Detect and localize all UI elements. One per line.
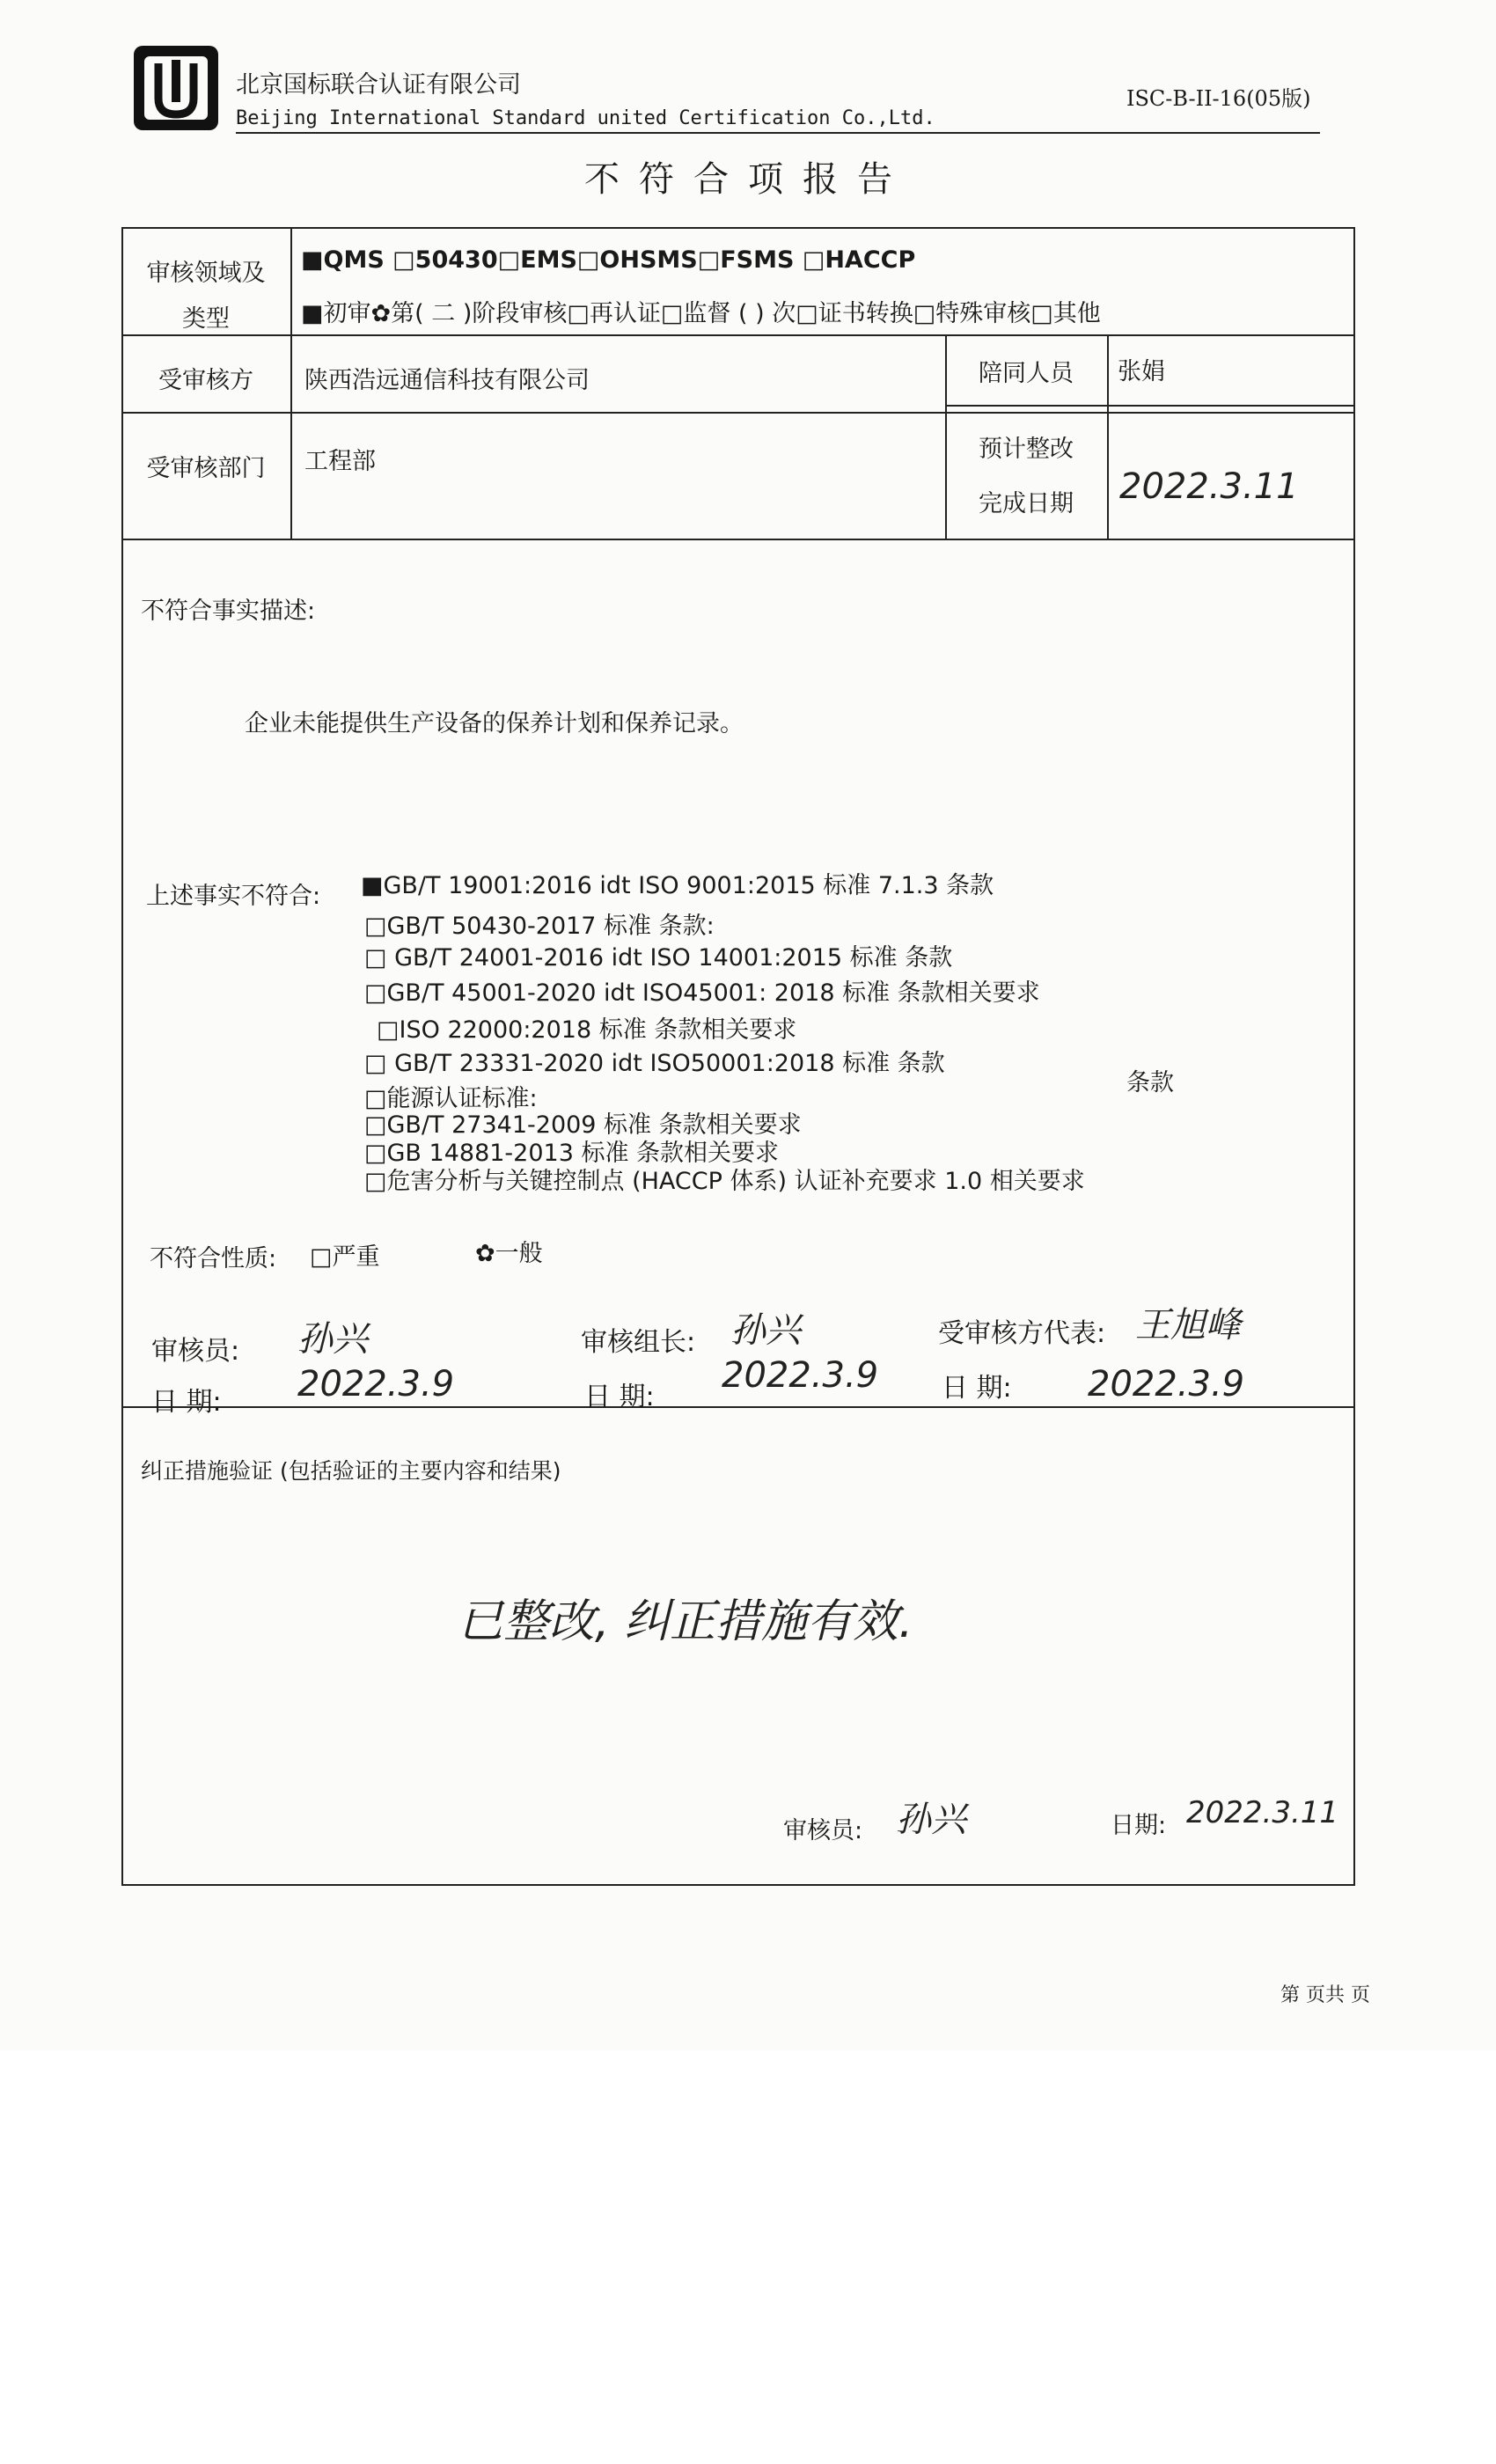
management-systems: ■QMS □50430□EMS□OHSMS□FSMS □HACCP: [301, 246, 916, 274]
nc-nature-label: 不符合性质:: [150, 1245, 277, 1272]
leader-date-label: 日 期:: [584, 1382, 655, 1412]
auditee-label: 受审核方: [158, 367, 253, 394]
auditor-label: 审核员:: [151, 1336, 240, 1367]
company-name-cn: 北京国标联合认证有限公司: [236, 71, 521, 99]
auditor-signature: 孙兴: [297, 1319, 368, 1360]
document-number: ISC-B-II-16(05版): [1126, 86, 1311, 111]
auditee-rep-label: 受审核方代表:: [938, 1318, 1106, 1349]
verification-date-label: 日期:: [1111, 1812, 1167, 1839]
section-divider: [121, 1406, 1355, 1408]
department-label: 受审核部门: [146, 455, 266, 482]
leader-signature: 孙兴: [730, 1310, 801, 1351]
auditee-rep-date-label: 日 期:: [942, 1373, 1012, 1404]
row-divider: [121, 539, 1355, 540]
header-divider: [236, 132, 1320, 134]
leader-label: 审核组长:: [581, 1327, 696, 1358]
verification-result: 已整改, 纠正措施有效.: [458, 1595, 913, 1648]
standard-line: □ GB/T 24001-2016 idt ISO 14001:2015 标准 条款: [364, 944, 953, 972]
company-logo-icon: [132, 44, 220, 132]
companion-name: 张娟: [1118, 358, 1165, 385]
auditee-name: 陕西浩远通信科技有限公司: [304, 367, 590, 394]
audit-type-label: 类型: [182, 305, 230, 333]
nc-description: 企业未能提供生产设备的保养计划和保养记录。: [245, 710, 744, 737]
verification-date: 2022.3.11: [1186, 1795, 1339, 1830]
energy-clause: 条款: [1126, 1069, 1174, 1096]
leader-date: 2022.3.9: [722, 1355, 879, 1396]
auditor-date: 2022.3.9: [297, 1364, 455, 1404]
standard-line: ■GB/T 19001:2016 idt ISO 9001:2015 标准 7.1.3 条款: [361, 872, 994, 899]
company-name-en: Beijing International Standard united Certification Co.,Ltd.: [236, 107, 935, 129]
standard-line: □GB/T 27341-2009 标准 条款相关要求: [364, 1111, 802, 1139]
column-divider: [290, 227, 292, 539]
nc-description-label: 不符合事实描述:: [141, 598, 316, 625]
verification-auditor-signature: 孙兴: [896, 1800, 966, 1840]
column-divider: [1107, 334, 1109, 539]
page-number: 第 页共 页: [1280, 1984, 1370, 2006]
verification-label: 纠正措施验证 (包括验证的主要内容和结果): [141, 1458, 561, 1484]
companion-label: 陪同人员: [979, 360, 1074, 387]
standard-line: □ISO 22000:2018 标准 条款相关要求: [377, 1016, 797, 1044]
due-date: 2022.3.11: [1119, 466, 1299, 507]
row-divider: [121, 334, 1355, 336]
standard-line: □危害分析与关键控制点 (HACCP 体系) 认证补充要求 1.0 相关要求: [364, 1168, 1085, 1195]
standards-label: 上述事实不符合:: [146, 883, 321, 910]
standard-line: □能源认证标准:: [364, 1085, 538, 1112]
standard-line: □GB/T 50430-2017 标准 条款:: [364, 913, 715, 940]
due-date-label-1: 预计整改: [979, 436, 1074, 463]
auditee-rep-signature: 王旭峰: [1135, 1305, 1241, 1346]
audit-field-label: 审核领域及: [146, 260, 266, 287]
standard-line: □GB 14881-2013 标准 条款相关要求: [364, 1140, 780, 1167]
nc-nature-general: ✿一般: [475, 1240, 543, 1267]
row-divider: [121, 412, 1355, 414]
standard-line: □GB/T 45001-2020 idt ISO45001: 2018 标准 条款相关要求: [364, 979, 1040, 1007]
auditor-date-label: 日 期:: [151, 1387, 222, 1418]
cell-divider: [945, 405, 1355, 407]
report-title: 不符合项报告: [584, 159, 912, 200]
department-name: 工程部: [304, 448, 376, 475]
audit-type: ■初审✿第( 二 )阶段审核□再认证□监督 ( ) 次□证书转换□特殊审核□其他: [301, 300, 1101, 327]
verification-auditor-label: 审核员:: [783, 1817, 863, 1844]
nc-nature-serious: □严重: [310, 1243, 380, 1271]
due-date-label-2: 完成日期: [979, 490, 1074, 517]
standard-line: □ GB/T 23331-2020 idt ISO50001:2018 标准 条款: [364, 1050, 945, 1077]
auditee-rep-date: 2022.3.9: [1088, 1364, 1245, 1404]
column-divider: [945, 334, 947, 539]
